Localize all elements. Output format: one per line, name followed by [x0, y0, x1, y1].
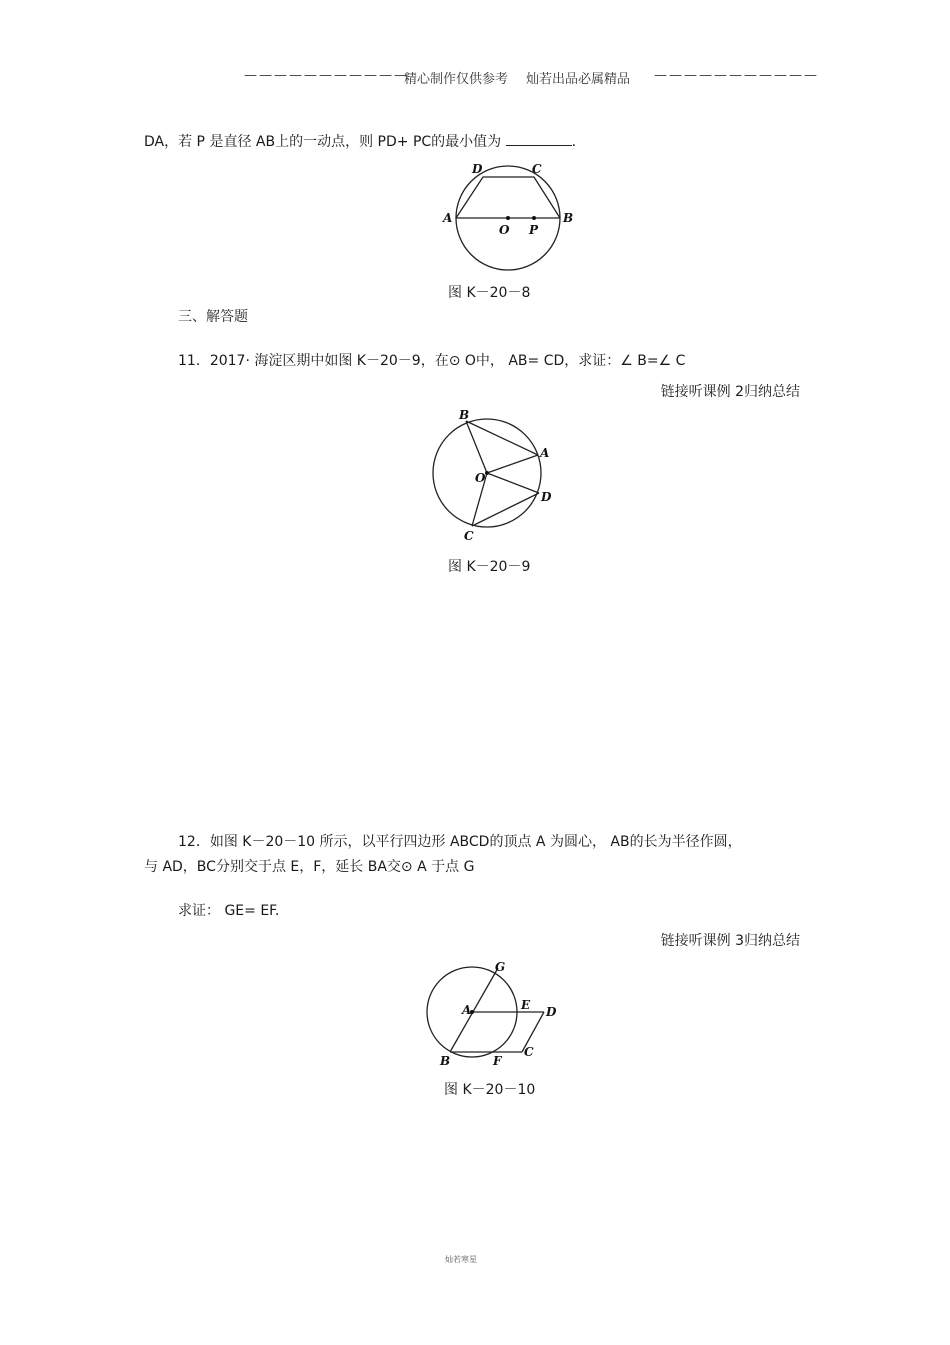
header-right-dashes: ——————————— — [654, 68, 819, 83]
fig8-label-c: C — [532, 162, 542, 176]
fig9-label-c: C — [464, 529, 474, 543]
section-heading: 三、解答题 — [178, 309, 248, 325]
fig10-label-d: D — [546, 1005, 557, 1019]
fig8-label-p: P — [529, 223, 539, 237]
fig8-label-a: A — [443, 211, 453, 225]
fig9-label-b: B — [459, 408, 470, 422]
fig10-label-g: G — [495, 960, 506, 974]
question-12-line-1: 12．如图 K－20－10 所示，以平行四边形 ABCD的顶点 A 为圆心， AB的长为半径作圆， — [178, 834, 742, 850]
figure-k-20-10 — [420, 958, 570, 1070]
answer-blank — [506, 133, 572, 146]
question-10-text: DA，若 P 是直径 AB上的一动点，则 PD+ PC的最小值为 — [144, 134, 502, 150]
fig8-label-d: D — [472, 162, 483, 176]
figure-k-20-8 — [440, 158, 580, 276]
header-left-dashes: ——————————— — [244, 68, 409, 83]
question-11-link[interactable]: 链接听课例 2归纳总结 — [660, 384, 800, 400]
figure-8-caption: 图 K－20－8 — [448, 285, 531, 301]
figure-9-caption: 图 K－20－9 — [448, 559, 531, 575]
question-12-line-2: 与 AD，BC分别交于点 E，F，延长 BA交⊙ A 于点 G — [144, 859, 475, 875]
question-10-period: . — [571, 134, 577, 150]
fig9-label-d: D — [541, 490, 552, 504]
question-12-link[interactable]: 链接听课例 3归纳总结 — [660, 933, 800, 949]
fig8-label-b: B — [563, 211, 574, 225]
page-footer: 灿若寒星 — [445, 1255, 477, 1264]
fig9-label-a: A — [540, 446, 550, 460]
fig8-label-o: O — [499, 223, 510, 237]
header-title-right: 灿若出品必属精品 — [526, 72, 631, 87]
question-12-prove: 求证： GE= EF. — [178, 903, 280, 919]
fig10-label-f: F — [493, 1054, 502, 1068]
fig10-label-c: C — [524, 1045, 534, 1059]
header-title-left: 精心制作仅供参考 — [404, 72, 509, 87]
fig10-label-e: E — [521, 998, 531, 1012]
question-10-line — [144, 131, 576, 151]
figure-k-20-9 — [420, 406, 560, 546]
fig10-label-a: A — [462, 1003, 472, 1017]
question-11-text: 11．2017· 海淀区期中如图 K－20－9，在⊙ O中， AB= CD，求证：∠ B=∠ C — [178, 353, 686, 369]
fig10-label-b: B — [440, 1054, 451, 1068]
figure-10-caption: 图 K－20－10 — [444, 1082, 536, 1098]
fig9-label-o: O — [475, 471, 486, 485]
